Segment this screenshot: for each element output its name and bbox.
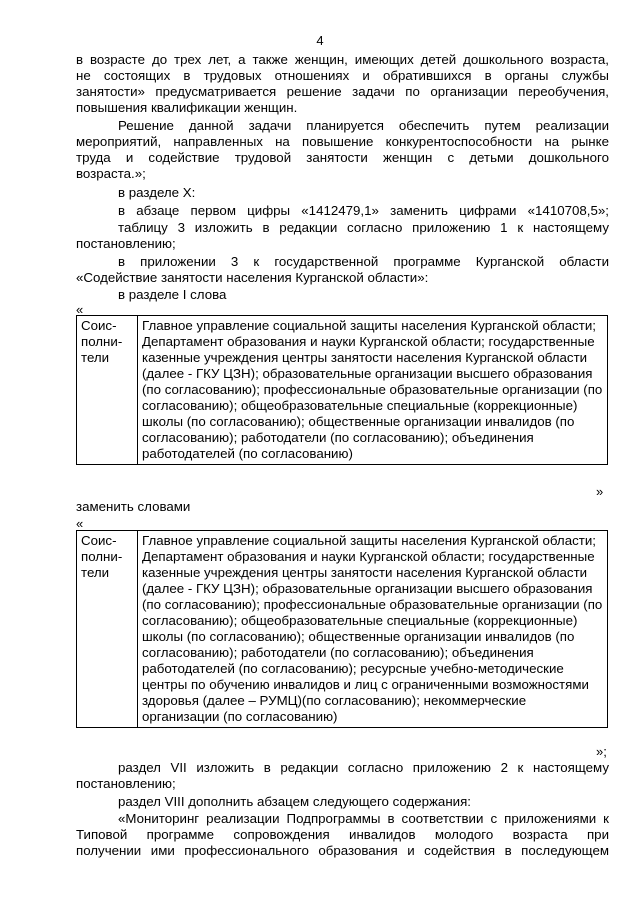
- text-line: не состоящих в трудовых отношениях и обратившихся в органы службы: [76, 68, 609, 83]
- table-old-text: Главное управление социальной защиты населения Курганской области; Департамент образования и науки Курганской области; государственные казенные учреждения центры занятости населения Курганской области (далее - ГКУ ЦЗН); образовательные организации высшего образования (по согласованию); профессиональные образовательные организации (по согласованию); общеобразовательные специальные (коррекционные) школы (по согласованию); общественные организации инвалидов (по согласованию); работодатели (по согласованию); объединения работодателей (по согласованию): [138, 316, 608, 465]
- page-number: 4: [316, 33, 324, 48]
- text-line: получении ими профессионального образования и содействия в последующем: [76, 843, 609, 858]
- text-line: занятости» предусматривается решение задачи по организации переобучения,: [76, 84, 609, 99]
- text-line: раздел VII изложить в редакции согласно приложению 2 к настоящему: [118, 760, 609, 775]
- text-line: Типовой программе сопровождения инвалидов молодого возраста при: [76, 827, 609, 842]
- text-line: «Мониторинг реализации Подпрограммы в соответствии с приложениями к: [118, 811, 609, 826]
- section-x-heading: в разделе X:: [118, 185, 196, 200]
- text-line: в возрасте до трех лет, а также женщин, имеющих детей дошкольного возраста,: [76, 52, 609, 67]
- section1-words: в разделе I слова: [118, 287, 227, 302]
- table-new: [76, 530, 608, 728]
- text-line: «Содействие занятости населения Курганской области»:: [76, 270, 429, 285]
- text-line: повышения квалификации женщин.: [76, 100, 298, 115]
- text-line: труда и содействие трудовой занятости женщин с детьми дошкольного: [76, 150, 609, 165]
- open-quote: «: [76, 516, 84, 531]
- replace-words: заменить словами: [76, 499, 191, 514]
- table-old: [76, 315, 608, 465]
- abzac-line: в абзаце первом цифры «1412479,1» заменить цифрами «1410708,5»;: [118, 203, 609, 218]
- close-quote: »: [596, 484, 604, 499]
- open-quote: «: [76, 302, 84, 317]
- text-line: Решение данной задачи планируется обеспечить путем реализации: [118, 118, 609, 133]
- text-line: постановлению;: [76, 236, 176, 251]
- text-line: возраста.»;: [76, 166, 146, 181]
- table-old-label: Соис- полни- тели: [77, 316, 138, 465]
- section8-line: раздел VIII дополнить абзацем следующего содержания:: [118, 794, 471, 809]
- close-quote: »;: [596, 744, 607, 759]
- text-line: в приложении 3 к государственной программе Курганской области: [118, 254, 609, 269]
- table-new-label: Соис- полни- тели: [77, 531, 138, 728]
- table-new-text: Главное управление социальной защиты населения Курганской области; Департамент образования и науки Курганской области; государственные казенные учреждения центры занятости населения Курганской области (далее - ГКУ ЦЗН); образовательные организации высшего образования (по согласованию); профессиональные образовательные организации (по согласованию); общеобразовательные специальные (коррекционные) школы (по согласованию); общественные организации инвалидов (по согласованию); работодатели (по согласованию); объединения работодателей (по согласованию); ресурсные учебно-методические центры по обучению инвалидов и лиц с ограниченными возможностями здоровья (далее – РУМЦ)(по согласованию); некоммерческие организации (по согласованию): [138, 531, 608, 728]
- text-line: постановлению;: [76, 776, 176, 791]
- text-line: таблицу 3 изложить в редакции согласно приложению 1 к настоящему: [118, 220, 609, 235]
- text-line: мероприятий, направленных на повышение конкурентоспособности на рынке: [76, 134, 609, 149]
